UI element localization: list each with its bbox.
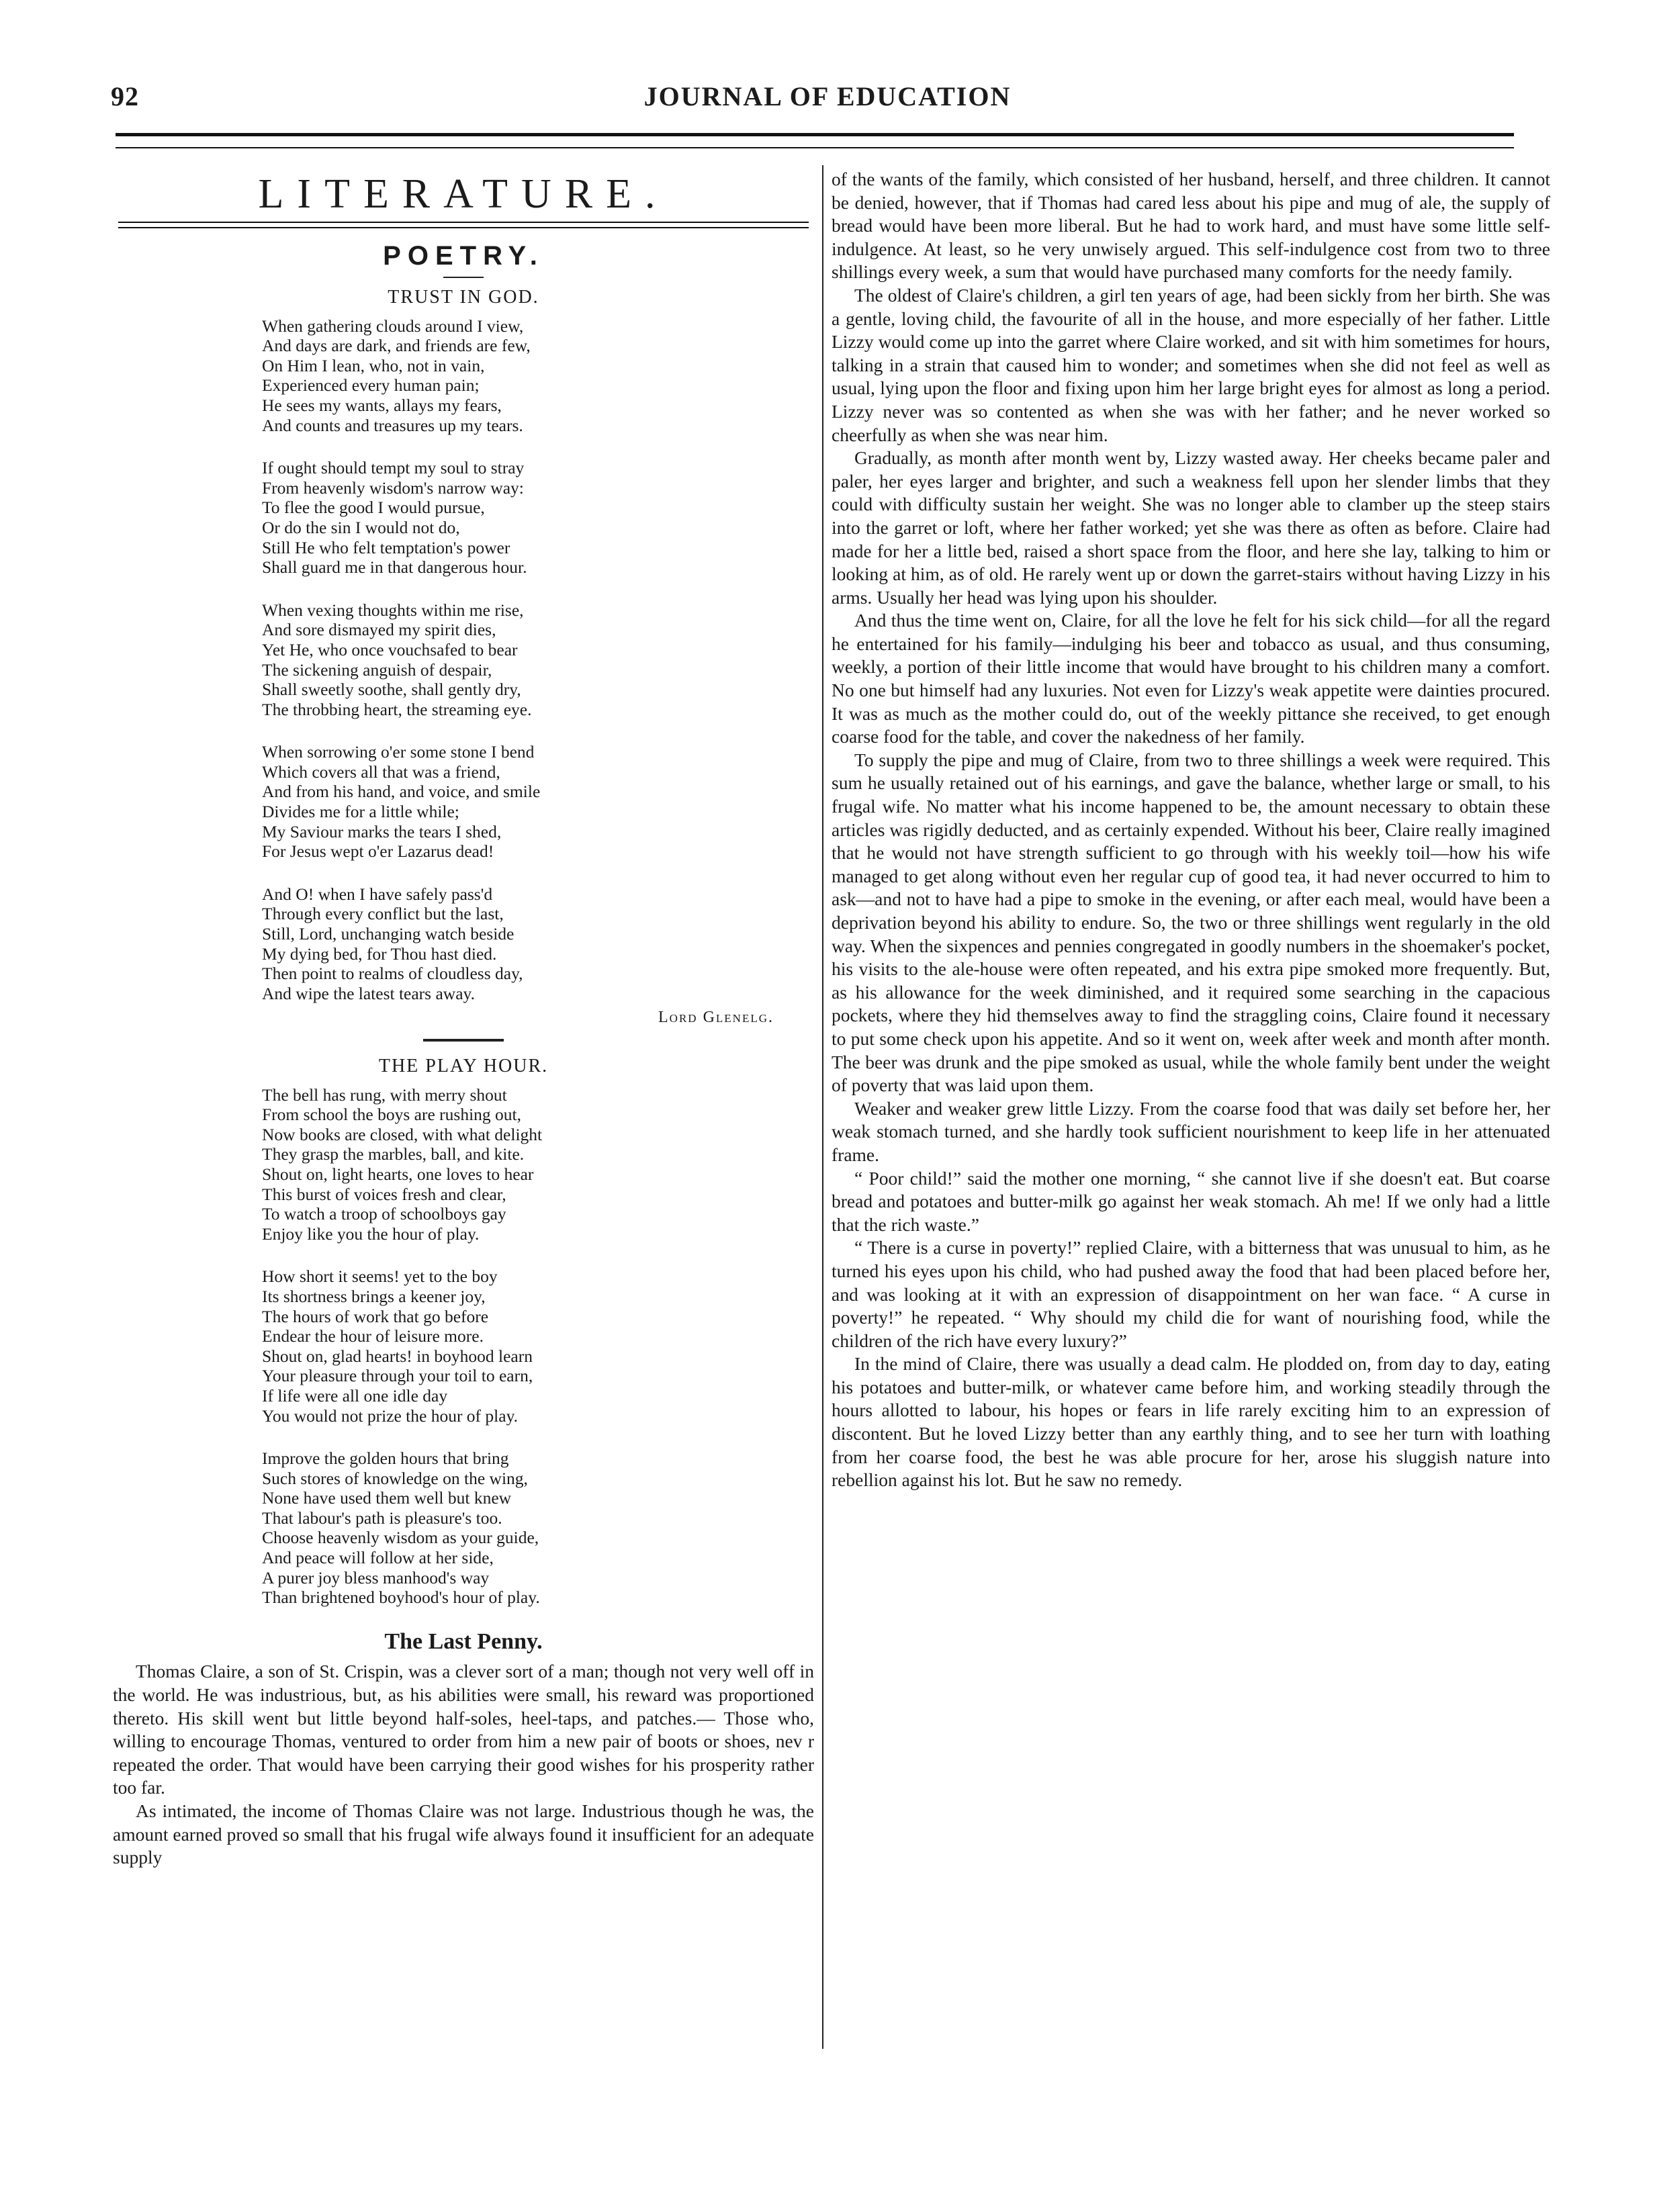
poem-line: And O! when I have safely pass'd (262, 884, 493, 904)
poem-line: My dying bed, for Thou hast died. (262, 943, 497, 964)
poem-line: The bell has rung, with merry shout (262, 1085, 507, 1105)
poem-trust-in-god (113, 286, 814, 1029)
poem-line: Shout on, glad hearts! in boyhood learn (262, 1346, 533, 1366)
poem-line: On Him I lean, who, not in vain, (262, 355, 485, 375)
section-title: LITERATURE. (258, 171, 669, 217)
poem-line: Experienced every human pain; (262, 375, 480, 396)
poem-line: Now books are closed, with what delight (262, 1124, 543, 1144)
story-paragraph: In the mind of Claire, there was usually a dead calm. He plodded on, from day to day, eating his potatoes and butter-milk, or whatever came before him, and working steadily through the hours allotted to labour, his hopes or fears in life rarely exciting him to an expression of discontent. But he loved Lizzy better than any earthly thing, and to see her turn with loathing from her coarse food, the best he was able procure for her, arose his sluggish nature into rebellion against his lot. But he saw no remedy. (832, 1353, 1550, 1491)
poem-stanza (262, 600, 814, 720)
story-paragraph: “ Poor child!” said the mother one morning, “ she cannot live if she doesn't eat. But coarse bread and potatoes and butter-milk go against her weak stomach. Ah me! If we only had a little that the rich waste.” (832, 1167, 1550, 1235)
poem-line: Yet He, who once vouchsafed to bear (262, 639, 518, 659)
story-paragraph: Thomas Claire, a son of St. Crispin, was a clever sort of a man; though not very well off in the world. He was industrious, but, as his abilities were small, his reward was proportioned thereto. His skill went but little beyond half-soles, heel-taps, and patches.— Those who, willing to encourage Thomas, ventured to order from him a new pair of boots or shoes, nev r repeated the order. That would have been carrying their good wishes for his prosperity rather too far. (113, 1661, 814, 1798)
poem-line: Still He who felt temptation's power (262, 537, 510, 557)
poem-line: And wipe the latest tears away. (262, 983, 475, 1003)
left-column (113, 168, 814, 1870)
poem-line: The sickening anguish of despair, (262, 659, 492, 680)
poem-line: When gathering clouds around I view, (262, 316, 524, 336)
column-divider (822, 165, 823, 2049)
poem-line: And from his hand, and voice, and smile (262, 782, 541, 802)
poem-line: And days are dark, and friends are few, (262, 336, 531, 356)
subsection-title: POETRY. (383, 241, 544, 271)
right-column (832, 168, 1550, 1492)
poem-line: And sore dismayed my spirit dies, (262, 620, 496, 640)
poem-line: Your pleasure through your toil to earn, (262, 1366, 533, 1386)
poem-line: Than brightened boyhood's hour of play. (262, 1587, 540, 1608)
poem-line: Divides me for a little while; (262, 802, 459, 822)
poem-line: Endear the hour of leisure more. (262, 1326, 484, 1346)
poem-line: To watch a troop of schoolboys gay (262, 1204, 506, 1224)
poem-line: Then point to realms of cloudless day, (262, 964, 523, 984)
poem-line: This burst of voices fresh and clear, (262, 1184, 506, 1204)
poem-stanza (262, 1266, 814, 1426)
poem-line: Shout on, light hearts, one loves to hear (262, 1164, 534, 1184)
poem-title: THE PLAY HOUR. (378, 1056, 549, 1076)
poem-line: From heavenly wisdom's narrow way: (262, 477, 524, 498)
poem-play-hour (113, 1055, 814, 1608)
poem-line: They grasp the marbles, ball, and kite. (262, 1144, 525, 1164)
poem-line: Its shortness brings a keener joy, (262, 1286, 486, 1306)
poem-line: How short it seems! yet to the boy (262, 1266, 498, 1287)
poem-stanza (262, 1448, 814, 1608)
poem-line: That labour's path is pleasure's too. (262, 1508, 502, 1528)
poem-line: Enjoy like you the hour of play. (262, 1224, 480, 1244)
page-number: 92 (111, 81, 139, 111)
poem-attribution: Lord Glenelg. (658, 1009, 774, 1027)
story-paragraph: Weaker and weaker grew little Lizzy. From the coarse food that was daily set before her, her weak stomach turned, and she hardly took sufficient nourishment to keep life in her attenuated frame. (832, 1097, 1550, 1165)
poem-stanza (262, 742, 814, 862)
poem-line: The hours of work that go before (262, 1306, 489, 1326)
poem-line: Shall sweetly soothe, shall gently dry, (262, 680, 521, 700)
poem-line: The throbbing heart, the streaming eye. (262, 699, 532, 719)
subsection-rule (443, 277, 484, 278)
story-paragraph: Gradually, as month after month went by, Lizzy wasted away. Her cheeks became paler and paler, her eyes larger and brighter, and such a weakness fell upon her slender limbs that they could with difficulty sustain her weight. She was no longer able to clamber up the steep stairs into the garret or loft, where her father worked; yet she was there as often as before. Claire had made for her a little bed, raised a short space from the floor, and here she lay, talking to him or looking at him, as of old. He rarely went up or down the garret-stairs without having Lizzy in his arms. Usually her head was lying upon his shoulder. (832, 447, 1550, 608)
story-paragraph: To supply the pipe and mug of Claire, from two to three shillings a week were required. This sum he usually retained out of his earnings, and gave the balance, whether large or small, to his frugal wife. No matter what his income happened to be, the amount necessary to obtain these articles was rigidly deducted, and as certainly expended. Without his beer, Claire really imagined that he would not have strength sufficient to go through with his weekly toil—how his wife managed to get along without even her regular cup of good tea, it had never occurred to him to ask—and not to have had a pipe to smoke in the evening, or after each meal, would have been a deprivation beyond his ability to endure. So, the two or three shillings went regularly in the old way. When the sixpences and pennies congregated in goodly numbers in the shoemaker's pocket, his visits to the ale-house were often repeated, and his extra pipe smoked more frequently. But, as his allowance for the week diminished, and it required some searching in the capacious pockets, where they hid themselves away to find the straggling coins, Claire found it necessary to put some check upon his appetite. And so it went on, week after week and month after month. The beer was drunk and the pipe smoked as usual, while the whole family bent under the weight of poverty that was laid upon them. (832, 749, 1550, 1096)
poem-line: And counts and treasures up my tears. (262, 415, 523, 435)
poem-line: And peace will follow at her side, (262, 1548, 494, 1568)
poem-line: From school the boys are rushing out, (262, 1105, 521, 1125)
poem-line: Still, Lord, unchanging watch beside (262, 924, 515, 944)
poem-stanza (262, 1085, 814, 1244)
poem-line: Choose heavenly wisdom as your guide, (262, 1528, 539, 1548)
poem-title: TRUST IN GOD. (388, 287, 539, 308)
poem-separator (423, 1039, 504, 1042)
poem-line: None have used them well but knew (262, 1488, 512, 1508)
poem-stanza (262, 458, 814, 578)
story-paragraph: “ There is a curse in poverty!” replied Claire, with a bitterness that was unusual to him, as he turned his eyes upon his child, who had pushed away the food that had been placed before her, and was looking at it with an expression of disappointment on her wan face. “ A curse in poverty!” he repeated. “ Why should my child die for want of nourishing food, while the children of the rich have every luxury?” (832, 1237, 1550, 1351)
poem-line: My Saviour marks the tears I shed, (262, 821, 502, 841)
journal-title: JOURNAL OF EDUCATION (643, 81, 1012, 111)
poem-line: Improve the golden hours that bring (262, 1448, 509, 1469)
poem-line: To flee the good I would pursue, (262, 498, 485, 518)
poem-line: If ought should tempt my soul to stray (262, 458, 525, 478)
poem-line: For Jesus wept o'er Lazarus dead! (262, 841, 494, 862)
poem-line: When sorrowing o'er some stone I bend (262, 742, 535, 762)
poem-line: Which covers all that was a friend, (262, 762, 500, 782)
story-paragraph: The oldest of Claire's children, a girl ten years of age, had been sickly from her birth. She was a gentle, loving child, the favourite of all in the house, and more especially of her father. Little Lizzy would come up into the garret where Claire worked, and sit with him sometimes for hours, talking in a strain that caused him to wonder; and sometimes when she did not feel as well as usual, lying upon the floor and fixing upon him her large bright eyes for almost as long a period. Lizzy never was so contented as when she was with her father; and he never worked so cheerfully as when she was near him. (832, 284, 1550, 445)
story-paragraph: And thus the time went on, Claire, for all the love he felt for his sick child—for all the regard he entertained for his family—indulging his beer and tobacco as usual, and thus consuming, weekly, a portion of their little income that would have brought to his children many a comfort. No one but himself had any luxuries. Not even for Lizzy's weak appetite were dainties procured. It was as much as the mother could do, out of the weekly pittance she received, to get enough coarse food for the table, and cover the nakedness of her family. (832, 610, 1550, 747)
story-paragraph: of the wants of the family, which consisted of her husband, herself, and three children. It cannot be denied, however, that if Thomas had cared less about his pipe and mug of ale, the supply of bread would have been more liberal. But he had to work hard, and must have some little self-indulgence. At least, so he very unwisely argued. This self-indulgence cost from two to three shillings every week, a sum that would have purchased many comforts for the needy family. (832, 169, 1550, 283)
poem-line: Such stores of knowledge on the wing, (262, 1468, 528, 1488)
poem-line: When vexing thoughts within me rise, (262, 600, 524, 620)
story-paragraph: As intimated, the income of Thomas Claire was not large. Industrious though he was, the amount earned proved so small that his frugal wife always found it insufficient for an adequate supply (113, 1800, 814, 1868)
poem-line: A purer joy bless manhood's way (262, 1567, 490, 1587)
section-rule (118, 222, 809, 228)
header-rule (116, 133, 1514, 148)
poem-stanza (262, 884, 814, 1004)
poem-stanza (262, 316, 814, 436)
poem-line: He sees my wants, allays my fears, (262, 395, 502, 415)
poem-line: You would not prize the hour of play. (262, 1405, 519, 1426)
story-title: The Last Penny. (384, 1628, 543, 1654)
poem-line: Or do the sin I would not do, (262, 517, 460, 537)
poem-line: If life were all one idle day (262, 1385, 448, 1405)
poem-line: Through every conflict but the last, (262, 904, 504, 924)
poem-line: Shall guard me in that dangerous hour. (262, 557, 527, 578)
